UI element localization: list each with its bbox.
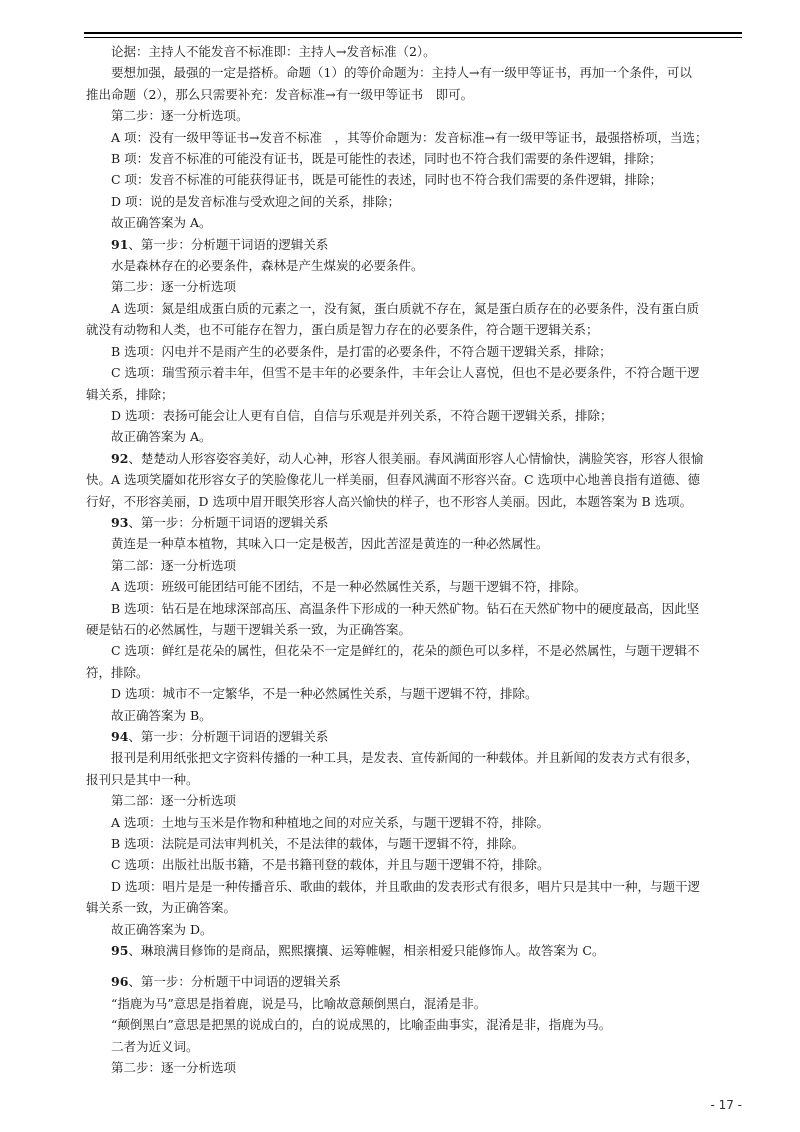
line-text: 符，排除。 — [86, 664, 149, 680]
text-line — [86, 1057, 740, 1078]
page-number: - 17 - — [710, 1098, 742, 1112]
line-text: “指鹿为马”意思是指着鹿，说是马，比喻故意颠倒黑白，混淆是非。 — [111, 995, 487, 1011]
line-text: 、第一步：分析题干词语的逻辑关系 — [128, 236, 329, 252]
text-line — [86, 747, 740, 768]
header-rule-thick — [84, 32, 742, 34]
line-text: D 选项：唱片是是一种传播音乐、歌曲的载体，并且歌曲的发表形式有很多，唱片只是其中一种，与题干逻 — [111, 878, 700, 894]
line-text: 要想加强，最强的一定是搭桥。命题（1）的等价命题为：主持人→有一级甲等证书，再加一个条件，可以 — [111, 65, 692, 81]
text-line — [86, 993, 740, 1014]
text-line — [86, 919, 740, 940]
line-text: 故正确答案为 A。 — [111, 429, 212, 445]
question-number: 92 — [111, 450, 129, 466]
line-text: 第二部：逐一分析选项 — [111, 793, 237, 809]
text-line — [86, 341, 740, 362]
text-line — [86, 833, 740, 854]
question-heading-line — [86, 448, 740, 469]
question-heading-line — [86, 512, 740, 533]
text-line — [86, 683, 740, 704]
question-number: 93 — [111, 514, 129, 530]
line-text: 第二步：逐一分析选项 — [111, 1060, 237, 1076]
text-line — [86, 105, 740, 126]
text-line — [86, 169, 740, 190]
line-text: C 项：发音不标准的可能获得证书，既是可能性的表述，同时也不符合我们需要的条件逻辑，排除； — [111, 172, 663, 188]
line-text: 第二步：逐一分析选项。 — [111, 108, 249, 124]
line-text: “颠倒黑白”意思是把黑的说成白的，白的说成黑的，比喻歪曲事实，混淆是非，指鹿为马。 — [111, 1017, 612, 1033]
line-text: D 选项：城市不一定繁华，不是一种必然属性关系，与题干逻辑不符，排除。 — [111, 686, 538, 702]
line-text: A 选项：土地与玉米是作物和种植地之间的对应关系，与题干逻辑不符，排除。 — [111, 814, 550, 830]
text-line — [86, 640, 740, 661]
text-line — [86, 384, 740, 405]
line-text: 辑关系，排除； — [86, 386, 174, 402]
text-line — [86, 298, 740, 319]
line-text: C 选项：瑞雪预示着丰年，但雪不是丰年的必要条件，丰年会让人喜悦，但也不是必要条件，不符合题干逻 — [111, 365, 700, 381]
header-rule-thin — [84, 37, 742, 38]
line-text: B 选项：闪电并不是雨产生的必要条件，是打雷的必要条件，不符合题干逻辑关系，排除； — [111, 343, 612, 359]
document-body — [86, 41, 740, 1079]
question-heading-line — [86, 726, 740, 747]
text-line — [86, 148, 740, 169]
text-line — [86, 362, 740, 383]
text-line — [86, 62, 740, 83]
text-line — [86, 84, 740, 105]
text-line — [86, 1036, 740, 1057]
line-text: D 项：说的是发音标准与受欢迎之间的关系，排除； — [111, 193, 400, 209]
line-text: B 选项：法院是司法审判机关，不是法律的载体，与题干逻辑不符，排除。 — [111, 836, 525, 852]
question-heading-line — [86, 971, 740, 992]
line-text: 故正确答案为 D。 — [111, 921, 213, 937]
line-text: 黄连是一种草本植物，其味入口一定是极苦，因此苦涩是黄连的一种必然属性。 — [111, 536, 549, 552]
question-heading-line — [86, 940, 740, 961]
text-line — [86, 41, 740, 62]
text-line — [86, 276, 740, 297]
line-text: 、第一步：分析题干中词语的逻辑关系 — [128, 974, 341, 990]
text-line — [86, 854, 740, 875]
line-text: 辑关系一致，为正确答案。 — [86, 900, 237, 916]
question-number: 96 — [111, 974, 129, 990]
line-text: B 选项：钻石是在地球深部高压、高温条件下形成的一种天然矿物。钻石在天然矿物中的硬度最高，因此坚 — [111, 600, 700, 616]
line-text: 报刊是利用纸张把文字资料传播的一种工具，是发表、宣传新闻的一种载体。并且新闻的发表方式有很多， — [111, 750, 699, 766]
text-line — [86, 255, 740, 276]
line-text: 水是森林存在的必要条件，森林是产生煤炭的必要条件。 — [111, 258, 424, 274]
line-text: A 选项：班级可能团结可能不团结，不是一种必然属性关系，与题干逻辑不符，排除。 — [111, 579, 587, 595]
text-line — [86, 769, 740, 790]
text-line — [86, 127, 740, 148]
text-line — [86, 790, 740, 811]
line-text: C 选项：出版社出版书籍，不是书籍刊登的载体，并且与题干逻辑不符，排除。 — [111, 857, 550, 873]
question-number: 95 — [111, 943, 129, 959]
line-text: 推出命题（2），那么只需要补充：发音标准→有一级甲等证书 即可。 — [86, 86, 474, 102]
text-line — [86, 812, 740, 833]
line-text: A 选项：氮是组成蛋白质的元素之一，没有氮，蛋白质就不存在，氮是蛋白质存在的必要条件，没有蛋白质 — [111, 300, 700, 316]
line-text: 故正确答案为 A。 — [111, 215, 212, 231]
text-line — [86, 662, 740, 683]
line-text: 第二部：逐一分析选项 — [111, 557, 237, 573]
line-text: D 选项：表扬可能会让人更有自信，自信与乐观是并列关系，不符合题干逻辑关系，排除； — [111, 407, 613, 423]
question-heading-line — [86, 234, 740, 255]
text-line — [86, 191, 740, 212]
line-text: 、琳琅满目修饰的是商品，熙熙攘攘、运筹帷幄，相亲相爱只能修饰人。故答案为 C。 — [128, 943, 605, 959]
text-line — [86, 555, 740, 576]
text-line — [86, 1014, 740, 1035]
line-text: 、第一步：分析题干词语的逻辑关系 — [128, 729, 329, 744]
text-line — [86, 876, 740, 897]
text-line — [86, 491, 740, 512]
line-text: 就没有动物和人类，也不可能存在智力，蛋白质是智力存在的必要条件，符合题干逻辑关系； — [86, 322, 599, 338]
line-text: 二者为近义词。 — [111, 1038, 199, 1054]
line-text: 报刊只是其中一种。 — [86, 771, 199, 787]
line-text: 、楚楚动人形容姿容美好，动人心神，形容人很美丽。春风满面形容人心情愉快，满脸笑容，形容人很愉 — [128, 450, 704, 466]
text-line — [86, 469, 740, 490]
line-text: B 项：发音不标准的可能没有证书，既是可能性的表述，同时也不符合我们需要的条件逻辑，排除； — [111, 151, 662, 167]
question-number: 91 — [111, 236, 129, 252]
text-line — [86, 705, 740, 726]
text-line — [86, 212, 740, 233]
text-line — [86, 533, 740, 554]
text-line — [86, 598, 740, 619]
text-line — [86, 897, 740, 918]
line-text: 论据：主持人不能发音不标准即：主持人→发音标准（2）。 — [111, 44, 436, 59]
text-line — [86, 319, 740, 340]
line-text: 快。A 选项笑靥如花形容女子的笑脸像花儿一样美丽，但春风满面不形容兴奋。C 选项中心地善良指有道德、德 — [86, 472, 701, 488]
text-line — [86, 619, 740, 640]
line-text: 故正确答案为 B。 — [111, 707, 212, 723]
line-text: 行好，不形容美丽，D 选项中眉开眼笑形容人高兴愉快的样子，也不形容人美丽。因此，本题答案为 B 选项。 — [86, 493, 693, 509]
question-number: 94 — [111, 729, 129, 744]
text-line — [86, 426, 740, 447]
line-text: C 选项：鲜红是花朵的属性，但花朵不一定是鲜红的，花朵的颜色可以多样，不是必然属性，与题干逻辑不 — [111, 643, 700, 659]
line-text: 第二步：逐一分析选项 — [111, 279, 237, 295]
text-line — [86, 576, 740, 597]
paragraph-gap — [86, 961, 740, 971]
text-line — [86, 405, 740, 426]
line-text: 、第一步：分析题干词语的逻辑关系 — [128, 514, 329, 530]
line-text: A 项：没有一级甲等证书→发音不标准 ，其等价命题为：发音标准→有一级甲等证书，最强搭桥项，当选； — [111, 129, 708, 145]
line-text: 硬是钻石的必然属性，与题干逻辑关系一致，为正确答案。 — [86, 621, 412, 637]
